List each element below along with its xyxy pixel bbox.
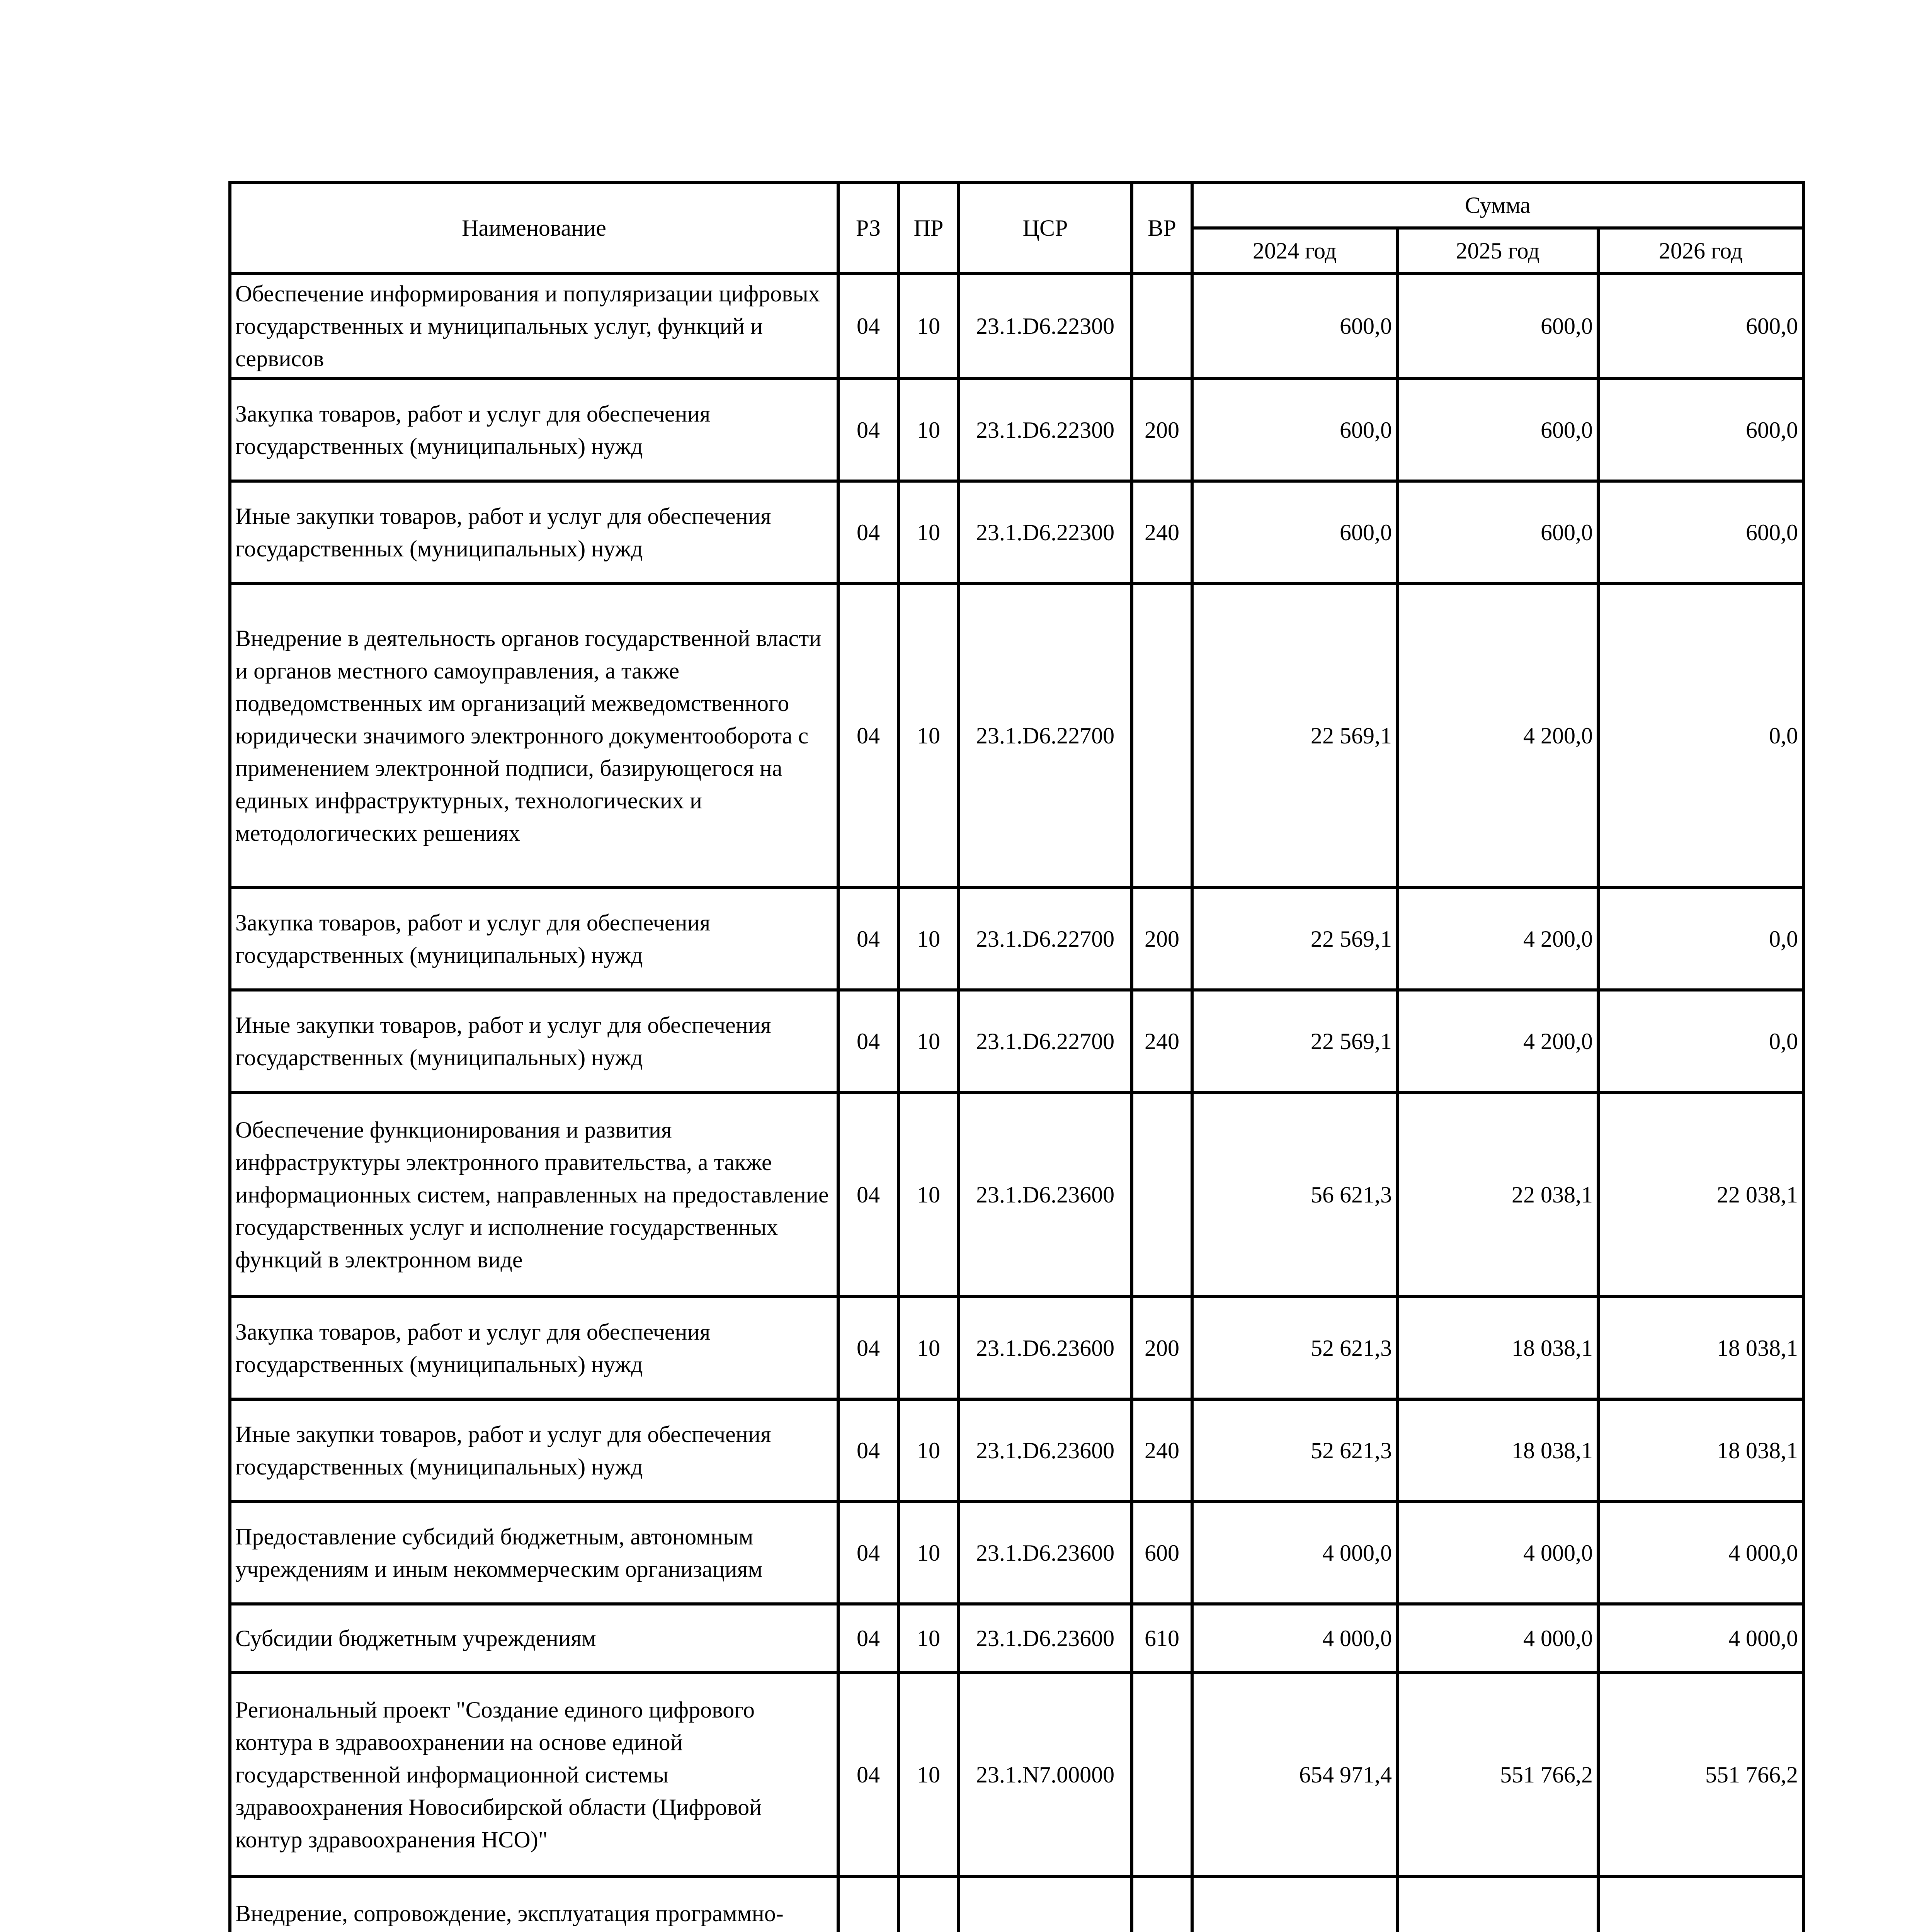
- row-rz: 04: [838, 888, 898, 990]
- table-row: [230, 1399, 1803, 1502]
- row-amount-2026: 0,0: [1598, 583, 1803, 888]
- header-pr: ПР: [898, 182, 959, 274]
- row-name: Закупка товаров, работ и услуг для обеспечения государственных (муниципальных) нужд: [230, 379, 838, 481]
- table-row: [230, 1297, 1803, 1399]
- row-amount-2026: 600,0: [1598, 379, 1803, 481]
- row-name: Закупка товаров, работ и услуг для обеспечения государственных (муниципальных) нужд: [230, 1297, 838, 1399]
- table-row: [230, 274, 1803, 379]
- table-row: [230, 1502, 1803, 1604]
- row-csr: 23.1.D6.22300: [959, 274, 1132, 379]
- row-csr: 23.1.D6.23600: [959, 1399, 1132, 1502]
- row-rz: 04: [838, 1399, 898, 1502]
- row-vr: 200: [1132, 379, 1192, 481]
- row-amount-2026: 4 000,0: [1598, 1502, 1803, 1604]
- row-name: Внедрение, сопровождение, эксплуатация программно-: [230, 1877, 838, 1932]
- row-rz: 04: [838, 379, 898, 481]
- row-pr: [898, 1877, 959, 1932]
- row-rz: 04: [838, 1604, 898, 1672]
- row-csr: 23.1.D6.22300: [959, 379, 1132, 481]
- row-vr: 240: [1132, 481, 1192, 583]
- row-amount-2024: 4 000,0: [1192, 1604, 1397, 1672]
- row-name: Предоставление субсидий бюджетным, автономным учреждениям и иным некоммерческим организациям: [230, 1502, 838, 1604]
- row-rz: 04: [838, 583, 898, 888]
- row-csr: 23.1.D6.22700: [959, 990, 1132, 1092]
- header-year-2026: 2026 год: [1598, 228, 1803, 274]
- row-name: Внедрение в деятельность органов государственной власти и органов местного самоуправления, а также подведомственных им организаций межведомственного юридически значимого электронного документооборота с применением электронной подписи, базирующегося на единых инфраструктурных, технологических и методологических решениях: [230, 583, 838, 888]
- table-body: [230, 274, 1803, 1932]
- header-name: Наименование: [230, 182, 838, 274]
- row-csr: 23.1.D6.22700: [959, 583, 1132, 888]
- row-vr: 610: [1132, 1604, 1192, 1672]
- row-amount-2026: 600,0: [1598, 274, 1803, 379]
- header-vr: ВР: [1132, 182, 1192, 274]
- row-pr: 10: [898, 1604, 959, 1672]
- row-amount-2024: 56 621,3: [1192, 1092, 1397, 1297]
- row-vr: 240: [1132, 990, 1192, 1092]
- row-pr: 10: [898, 1399, 959, 1502]
- row-vr: 600: [1132, 1502, 1192, 1604]
- row-amount-2024: 52 621,3: [1192, 1297, 1397, 1399]
- row-name: Закупка товаров, работ и услуг для обеспечения государственных (муниципальных) нужд: [230, 888, 838, 990]
- row-amount-2026: [1598, 1877, 1803, 1932]
- row-amount-2024: 654 971,4: [1192, 1672, 1397, 1877]
- row-name: Региональный проект "Создание единого цифрового контура в здравоохранении на основе единой государственной информационной системы здравоохранения Новосибирской области (Цифровой контур здравоохранения НСО)": [230, 1672, 838, 1877]
- table-row: [230, 481, 1803, 583]
- row-rz: 04: [838, 1092, 898, 1297]
- row-name: Обеспечение информирования и популяризации цифровых государственных и муниципальных услуг, функций и сервисов: [230, 274, 838, 379]
- table-row: [230, 1604, 1803, 1672]
- row-amount-2026: 600,0: [1598, 481, 1803, 583]
- header-row-top: [230, 182, 1803, 228]
- header-rz: РЗ: [838, 182, 898, 274]
- row-amount-2024: 4 000,0: [1192, 1502, 1397, 1604]
- header-csr: ЦСР: [959, 182, 1132, 274]
- row-rz: 04: [838, 481, 898, 583]
- row-csr: 23.1.D6.22300: [959, 481, 1132, 583]
- row-pr: 10: [898, 990, 959, 1092]
- row-amount-2024: 22 569,1: [1192, 990, 1397, 1092]
- row-rz: 04: [838, 1672, 898, 1877]
- row-amount-2026: 18 038,1: [1598, 1399, 1803, 1502]
- row-amount-2024: [1192, 1877, 1397, 1932]
- row-amount-2026: 4 000,0: [1598, 1604, 1803, 1672]
- table-row: [230, 1092, 1803, 1297]
- row-name: Иные закупки товаров, работ и услуг для обеспечения государственных (муниципальных) нужд: [230, 990, 838, 1092]
- row-csr: 23.1.D6.23600: [959, 1502, 1132, 1604]
- row-csr: 23.1.N7.00000: [959, 1672, 1132, 1877]
- row-amount-2025: 600,0: [1397, 481, 1598, 583]
- row-amount-2025: 4 200,0: [1397, 888, 1598, 990]
- row-amount-2025: 4 200,0: [1397, 583, 1598, 888]
- row-name: Иные закупки товаров, работ и услуг для обеспечения государственных (муниципальных) нужд: [230, 481, 838, 583]
- row-csr: 23.1.D6.22700: [959, 888, 1132, 990]
- row-csr: [959, 1877, 1132, 1932]
- row-csr: 23.1.D6.23600: [959, 1604, 1132, 1672]
- row-rz: 04: [838, 1502, 898, 1604]
- row-csr: 23.1.D6.23600: [959, 1092, 1132, 1297]
- row-amount-2025: 4 000,0: [1397, 1604, 1598, 1672]
- row-pr: 10: [898, 481, 959, 583]
- table-row: [230, 990, 1803, 1092]
- row-rz: 04: [838, 1297, 898, 1399]
- table-row: [230, 1672, 1803, 1877]
- row-vr: [1132, 1877, 1192, 1932]
- table-row: [230, 379, 1803, 481]
- row-amount-2025: 600,0: [1397, 274, 1598, 379]
- table-header: [230, 182, 1803, 274]
- row-amount-2026: 22 038,1: [1598, 1092, 1803, 1297]
- row-name: Субсидии бюджетным учреждениям: [230, 1604, 838, 1672]
- row-vr: [1132, 583, 1192, 888]
- row-pr: 10: [898, 583, 959, 888]
- table-row: [230, 1877, 1803, 1932]
- row-amount-2025: [1397, 1877, 1598, 1932]
- row-pr: 10: [898, 1672, 959, 1877]
- row-pr: 10: [898, 888, 959, 990]
- row-name: Иные закупки товаров, работ и услуг для обеспечения государственных (муниципальных) нужд: [230, 1399, 838, 1502]
- row-amount-2026: 18 038,1: [1598, 1297, 1803, 1399]
- row-amount-2026: 0,0: [1598, 888, 1803, 990]
- row-amount-2026: 0,0: [1598, 990, 1803, 1092]
- row-pr: 10: [898, 274, 959, 379]
- row-amount-2025: 22 038,1: [1397, 1092, 1598, 1297]
- row-rz: 04: [838, 990, 898, 1092]
- header-year-2024: 2024 год: [1192, 228, 1397, 274]
- row-amount-2025: 4 000,0: [1397, 1502, 1598, 1604]
- row-amount-2024: 600,0: [1192, 379, 1397, 481]
- row-amount-2024: 600,0: [1192, 274, 1397, 379]
- row-vr: [1132, 1092, 1192, 1297]
- row-amount-2025: 551 766,2: [1397, 1672, 1598, 1877]
- row-amount-2025: 18 038,1: [1397, 1297, 1598, 1399]
- row-pr: 10: [898, 1297, 959, 1399]
- row-vr: 200: [1132, 1297, 1192, 1399]
- row-name: Обеспечение функционирования и развития инфраструктуры электронного правительства, а также информационных систем, направленных на предоставление государственных услуг и исполнение государственных функций в электронном виде: [230, 1092, 838, 1297]
- row-amount-2024: 600,0: [1192, 481, 1397, 583]
- row-amount-2025: 4 200,0: [1397, 990, 1598, 1092]
- row-amount-2024: 22 569,1: [1192, 583, 1397, 888]
- header-sum: Сумма: [1192, 182, 1803, 228]
- row-vr: 240: [1132, 1399, 1192, 1502]
- row-amount-2024: 52 621,3: [1192, 1399, 1397, 1502]
- row-pr: 10: [898, 1502, 959, 1604]
- row-rz: [838, 1877, 898, 1932]
- table-row: [230, 583, 1803, 888]
- row-amount-2025: 600,0: [1397, 379, 1598, 481]
- row-vr: 200: [1132, 888, 1192, 990]
- row-csr: 23.1.D6.23600: [959, 1297, 1132, 1399]
- budget-table: [228, 181, 1805, 1932]
- row-pr: 10: [898, 1092, 959, 1297]
- row-amount-2024: 22 569,1: [1192, 888, 1397, 990]
- row-vr: [1132, 274, 1192, 379]
- row-pr: 10: [898, 379, 959, 481]
- row-rz: 04: [838, 274, 898, 379]
- table-row: [230, 888, 1803, 990]
- row-amount-2025: 18 038,1: [1397, 1399, 1598, 1502]
- header-year-2025: 2025 год: [1397, 228, 1598, 274]
- row-amount-2026: 551 766,2: [1598, 1672, 1803, 1877]
- row-vr: [1132, 1672, 1192, 1877]
